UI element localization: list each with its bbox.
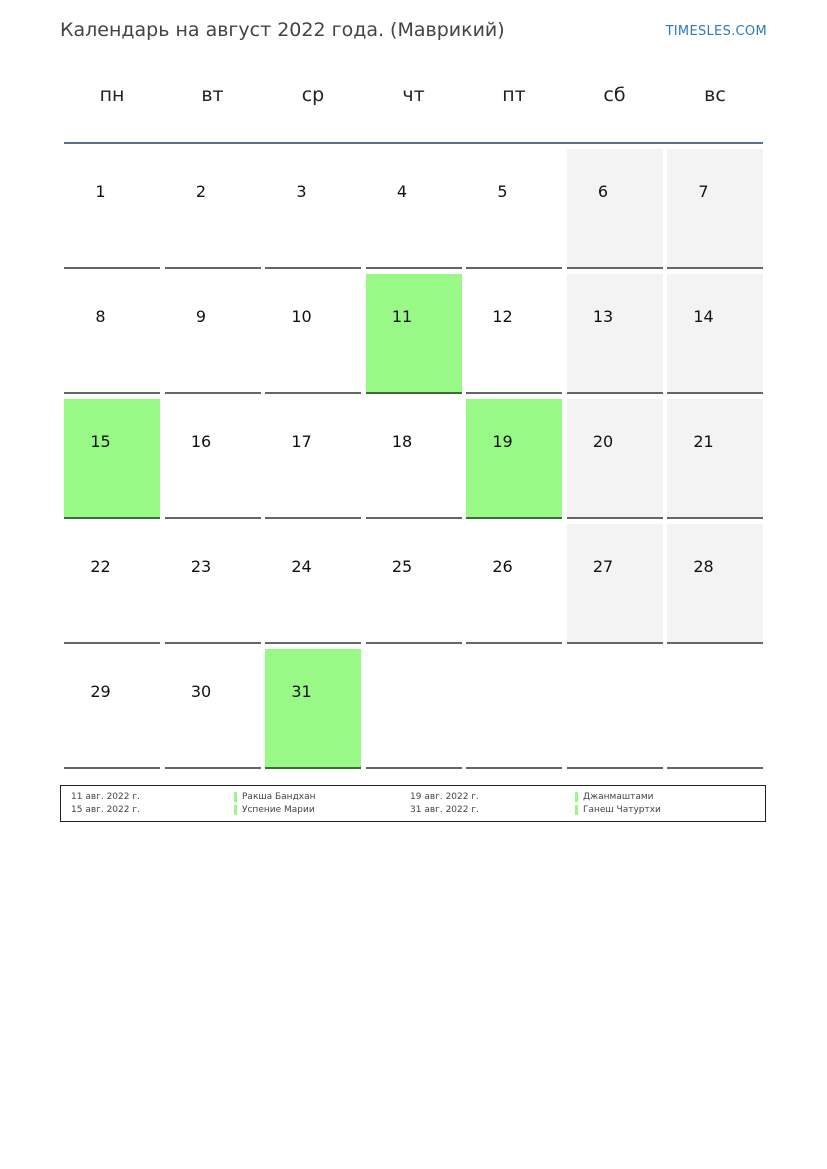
day-cell [165,399,261,519]
day-cell [265,149,361,269]
day-number: 1 [95,182,106,201]
day-number: 24 [291,557,312,576]
weekday-thu: чт [402,84,425,106]
day-cell [667,399,763,519]
day-number: 18 [391,432,413,451]
weekday-header [64,84,764,124]
day-number: 16 [190,432,212,451]
day-cell [165,149,261,269]
legend-date: 19 авг. 2022 г. [410,792,479,802]
day-number: 11 [391,307,413,326]
legend-date: 31 авг. 2022 г. [410,805,479,815]
legend-holiday-name: Ганеш Чатуртхи [575,805,661,815]
weekday-fri: пт [502,84,526,106]
day-cell [567,524,663,644]
weekday-tue: вт [201,84,224,106]
weekday-sat: сб [603,84,626,106]
day-cell [466,524,562,644]
day-number: 8 [95,307,106,326]
day-number: 27 [592,557,614,576]
day-number: 22 [90,557,111,576]
empty-day-cell [667,649,763,769]
day-number: 5 [497,182,508,201]
day-cell [265,524,361,644]
day-cell [466,399,562,519]
day-number: 2 [195,182,207,201]
legend-holiday-name: Джанмаштами [575,792,653,802]
day-cell [366,274,462,394]
day-number: 28 [693,557,714,576]
calendar-grid [64,149,764,774]
day-cell [64,524,160,644]
day-number: 12 [492,307,513,326]
day-number: 26 [492,557,513,576]
day-cell [466,274,562,394]
holiday-legend [60,785,766,822]
day-cell [64,649,160,769]
day-cell [667,524,763,644]
day-number: 30 [190,682,212,701]
page-title: Календарь на август 2022 года. (Маврикий) [60,19,505,41]
legend-date: 15 авг. 2022 г. [71,805,140,815]
legend-holiday-name: Успение Марии [234,805,315,815]
weekday-sun: вс [704,84,726,106]
day-cell [165,524,261,644]
day-number: 23 [190,557,212,576]
empty-day-cell [567,649,663,769]
day-number: 13 [592,307,614,326]
day-cell [466,149,562,269]
day-number: 15 [90,432,111,451]
day-cell [567,274,663,394]
day-number: 31 [291,682,312,701]
day-cell [667,149,763,269]
empty-day-cell [466,649,562,769]
day-number: 17 [291,432,312,451]
day-cell [265,399,361,519]
day-number: 20 [592,432,614,451]
day-cell [667,274,763,394]
day-cell [64,274,160,394]
day-number: 19 [492,432,513,451]
day-number: 21 [693,432,714,451]
day-cell [265,649,361,769]
day-cell [567,149,663,269]
day-cell [567,399,663,519]
day-number: 25 [391,557,413,576]
day-cell [165,649,261,769]
day-cell [265,274,361,394]
empty-day-cell [366,649,462,769]
weekday-mon: пн [99,84,125,106]
day-cell [366,399,462,519]
day-cell [64,149,160,269]
weekday-wed: ср [301,84,325,106]
legend-date: 11 авг. 2022 г. [71,792,140,802]
header-divider [64,142,763,144]
day-number: 4 [396,182,408,201]
day-number: 3 [296,182,307,201]
legend-holiday-name: Ракша Бандхан [234,792,316,802]
day-number: 9 [195,307,207,326]
day-cell [366,524,462,644]
day-number: 6 [597,182,609,201]
day-number: 29 [90,682,111,701]
day-cell [165,274,261,394]
day-cell [64,399,160,519]
day-cell [366,149,462,269]
site-link[interactable]: TIMESLES.COM [665,24,767,39]
day-number: 10 [291,307,312,326]
day-number: 14 [693,307,714,326]
day-number: 7 [698,182,709,201]
